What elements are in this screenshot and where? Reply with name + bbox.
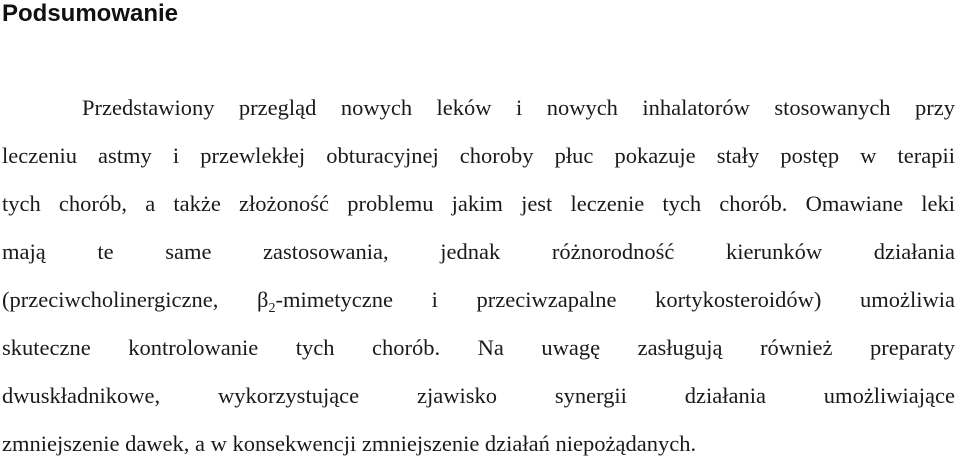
paragraph-line-4: mają te same zastosowania, jednak różnorodność kierunków działania: [2, 239, 955, 264]
section-heading: Podsumowanie: [2, 0, 179, 27]
paragraph-line-8: zmniejszenie dawek, a w konsekwencji zmniejszenie działań niepożądanych.: [2, 431, 697, 456]
paragraph-line-3: tych chorób, a także złożoność problemu jakim jest leczenie tych chorób. Omawiane leki: [2, 191, 955, 216]
paragraph-line-7: dwuskładnikowe, wykorzystujące zjawisko synergii działania umożliwiające: [2, 383, 955, 408]
line-5-before: (przeciwcholinergiczne, β: [2, 287, 269, 312]
paragraph-line-1: Przedstawiony przegląd nowych leków i nowych inhalatorów stosowanych przy: [82, 95, 955, 120]
beta-subscript: 2: [268, 301, 276, 316]
line-5-after: -mimetyczne i przeciwzapalne kortykosteroidów) umożliwia: [275, 287, 956, 312]
paragraph-line-2: leczeniu astmy i przewlekłej obturacyjnej choroby płuc pokazuje stały postęp w terapii: [2, 143, 955, 168]
paragraph-line-5: [2, 286, 955, 318]
paragraph-line-6: skuteczne kontrolowanie tych chorób. Na uwagę zasługują również preparaty: [2, 335, 955, 360]
